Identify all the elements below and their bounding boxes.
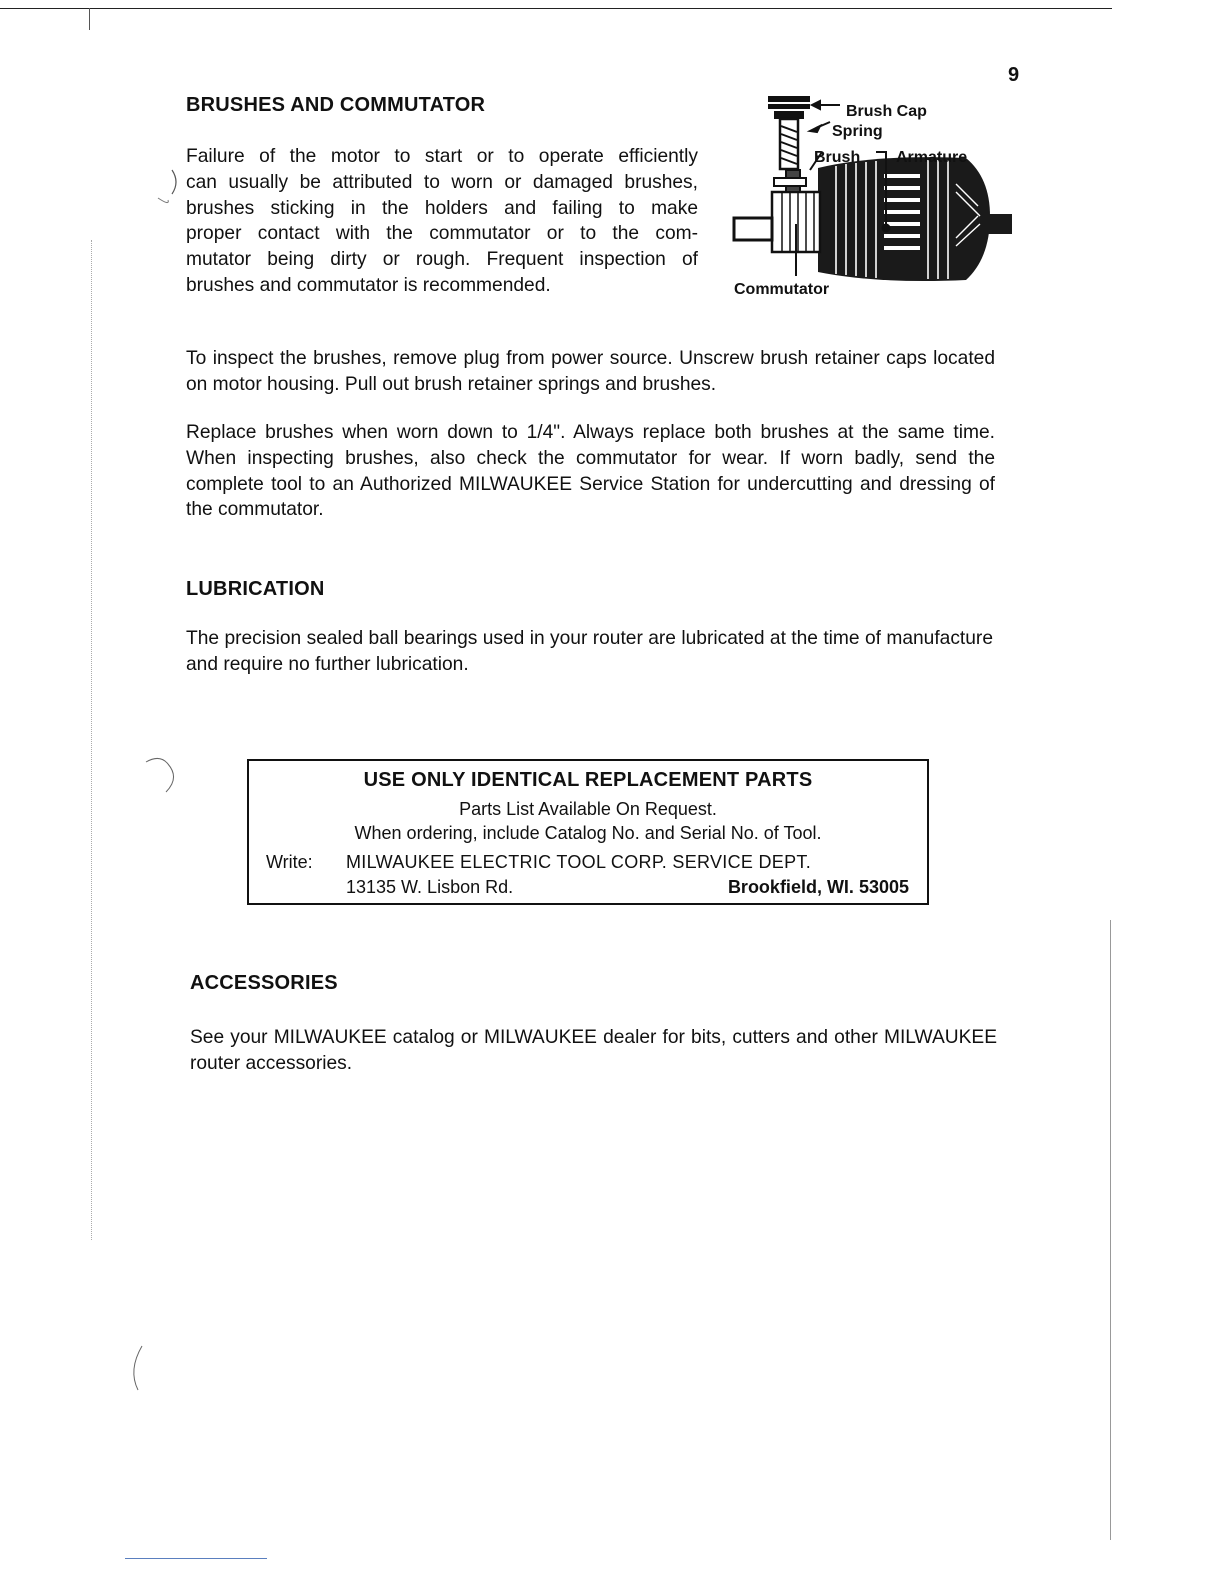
replacement-parts-notice xyxy=(247,759,929,905)
notice-street: 13135 W. Lisbon Rd. xyxy=(346,877,514,897)
brush-assembly xyxy=(768,96,810,192)
brushes-intro-paragraph xyxy=(186,144,698,299)
replace-paragraph: Replace brushes when worn down to 1/4". Always replace both brushes at the same time. When inspecting brushes, also check the commutator for wear. If worn badly, send the complete tool to an Authorized MILWAUKEE Service Station for undercutting and dressing of the commutator. xyxy=(186,422,995,521)
intro-line: can usually be attributed to worn or damaged brushes, xyxy=(186,171,698,193)
notice-title: USE ONLY IDENTICAL REPLACEMENT PARTS xyxy=(363,769,813,791)
lubrication-heading: LUBRICATION xyxy=(186,578,325,600)
page-number: 9 xyxy=(1008,64,1020,86)
notice-company: MILWAUKEE ELECTRIC TOOL CORP. SERVICE DEPT. xyxy=(346,852,812,872)
inspect-paragraph: To inspect the brushes, remove plug from power source. Unscrew brush retainer caps located on motor housing. Pull out brush retainer springs and brushes. xyxy=(186,348,995,395)
intro-line: Failure of the motor to start or to operate efficiently xyxy=(186,146,698,167)
right-scan-edge xyxy=(1110,920,1111,1540)
label-commutator: Commutator xyxy=(734,281,830,298)
scan-marks xyxy=(110,150,210,1400)
brush-commutator-diagram xyxy=(728,88,1018,302)
notice-city: Brookfield, WI. 53005 xyxy=(727,877,909,897)
notice-write-label: Write: xyxy=(266,852,313,872)
label-brush-cap: Brush Cap xyxy=(846,103,927,120)
label-spring: Spring xyxy=(832,123,883,140)
armature-body xyxy=(818,157,990,281)
left-scan-edge xyxy=(91,240,92,1240)
accessories-heading: ACCESSORIES xyxy=(190,972,338,994)
notice-parts-list: Parts List Available On Request. xyxy=(459,799,717,819)
intro-line: proper contact with the commutator or to the com- xyxy=(186,223,698,245)
top-border-rule xyxy=(0,8,1112,9)
top-border-tick xyxy=(89,8,90,30)
lubrication-paragraph: The precision sealed ball bearings used in your router are lubricated at the time of manufacture and require no further lubrication. xyxy=(186,628,993,675)
intro-line: brushes sticking in the holders and failing to make xyxy=(186,197,698,219)
notice-ordering: When ordering, include Catalog No. and Serial No. of Tool. xyxy=(354,823,822,843)
accessories-paragraph: See your MILWAUKEE catalog or MILWAUKEE dealer for bits, cutters and other MILWAUKEE router accessories. xyxy=(190,1027,997,1074)
brushes-heading: BRUSHES AND COMMUTATOR xyxy=(186,94,486,116)
label-brush: Brush xyxy=(814,149,861,166)
intro-line: brushes and commutator is recommended. xyxy=(186,274,551,296)
intro-line: mutator being dirty or rough. Frequent inspection of xyxy=(186,249,698,271)
bottom-rule xyxy=(125,1558,267,1559)
label-armature: Armature xyxy=(896,149,968,166)
